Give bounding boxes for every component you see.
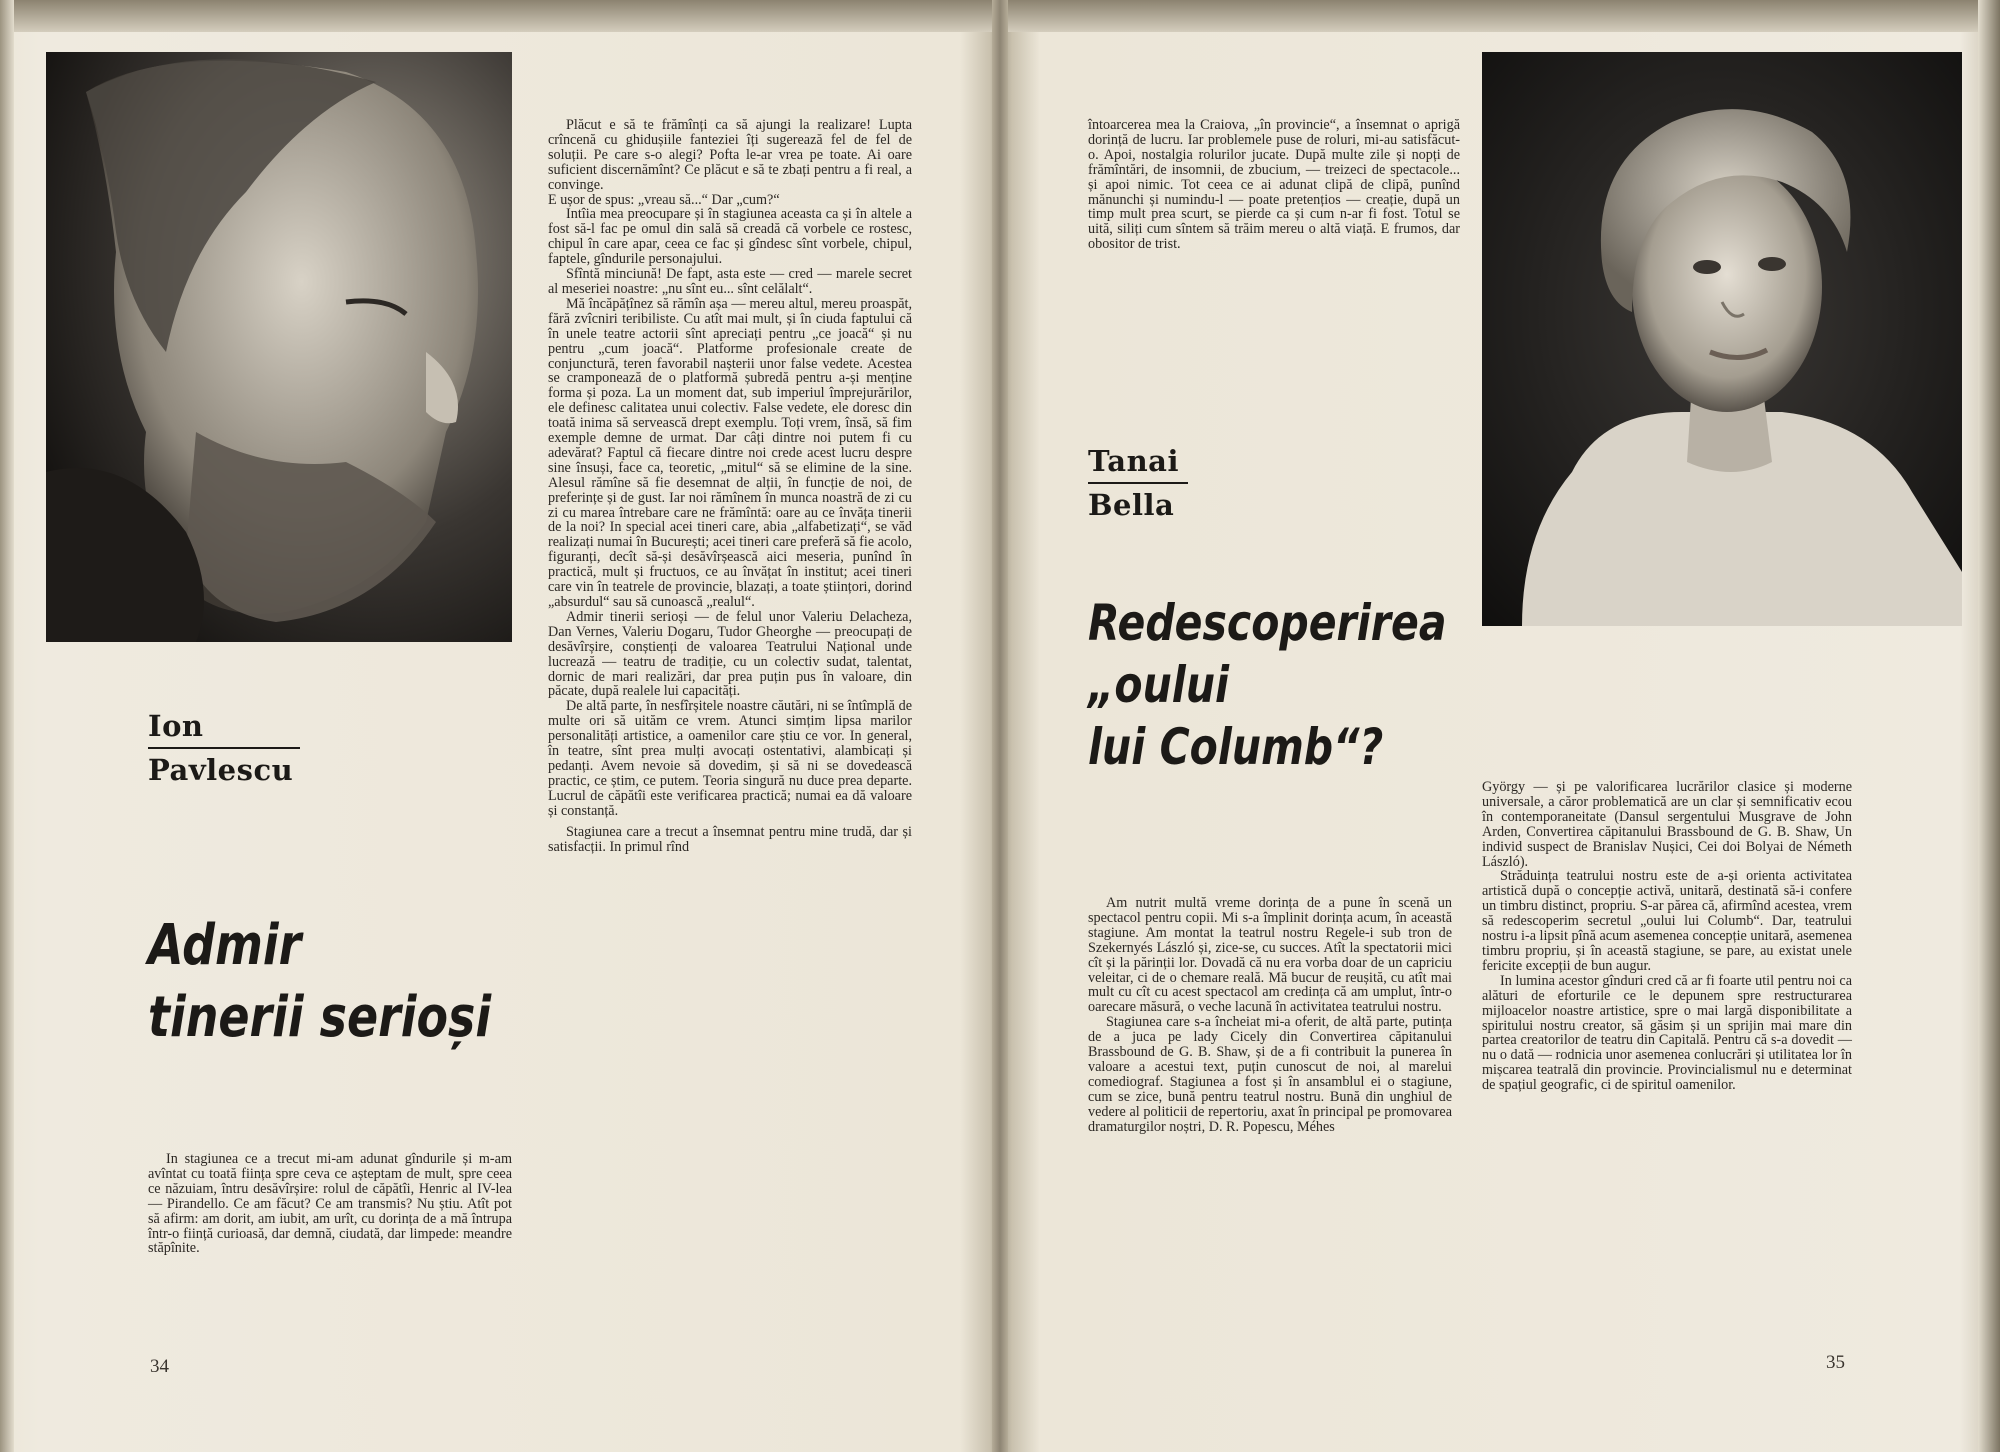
page-number-left: 34 <box>150 1356 169 1377</box>
paragraph: Sfîntă minciună! De fapt, asta este — cred — marele secret al meseriei noastre: „nu sînt eu... sînt celălalt“. <box>548 266 912 297</box>
author-underline <box>148 747 300 749</box>
article-headline-left <box>148 910 491 1054</box>
article-column-left <box>548 118 912 854</box>
paragraph: Mă încăpățînez să rămîn așa — mereu altul, mereu proaspăt, fără zvîcniri teribiliste. Cu atît mai mult, și în ciuda faptului că în unele teatre actorii sînt apreciați pentru „ce joacă“ și nu pentru „cum joacă“. Platforme profesionale create de conjunctură, teren favorabil nașterii unor false vedete. Acestea se cramponează de o platformă șubredă pentru a-și menține forma și poza. La un moment dat, sub imperiul împrejurărilor, ele definesc calitatea unui colectiv. False vedete, ele doresc din toată inima să servească drept exemplu. Toți vrem, însă, să fim exemple demne de urmat. Dar câți dintre noi putem fi cu adevărat? Faptul că fiecare dintre noi crede acest lucru despre sine însuși, face ca, teoretic, „mitul“ să se elimine de la sine. Alesul rămîne să fie desemnat de alții, în funcție de noi, de preferințe și de gust. Iar noi rămînem în munca noastră de zi cu zi cu marea întrebare care ne frămîntă: oare au ce învăța tinerii de la noi? In special acei tineri care, abia „alfabetizați“, se văd realizați numai în București; acei tineri care preferă să fie acolo, figuranți, decît să-și desăvîrșească aici meseria, punînd în practică, mult și fructuos, ce au învățat în institut; acei tineri care vin în teatrele de provincie, blazați, a toate științori, dorind „absurdul“ sau să cunoască „realul“. <box>548 295 912 610</box>
portrait-photo-ion-pavlescu <box>46 52 512 642</box>
author-name-right <box>1088 442 1188 524</box>
author-first-name: Ion <box>148 709 204 743</box>
paragraph: Admir tinerii serioși — de felul unor Valeriu Delacheza, Dan Vernes, Valeriu Dogaru, Tudor Gheorghe — preocupați de desăvîrșire, conștienți de valoarea Teatrului Național unde lucrează — teatru de tradiție, cu un colectiv sudat, talentat, dornic de mari realizări, dar prea puțin pus în valoare, din păcate, după realele lui capacități. <box>548 608 912 700</box>
paragraph: De altă parte, în nesfîrșitele noastre căutări, ni se întîmplă de multe ori să uităm ce vrem. Atunci simțim lipsa marilor personalități artistice, a oamenilor care știu ce vor. In general, în teatre, sînt prea mulți avocați ostentativi, alambicați și pedanți. Avem nevoie să dovedim, și să ni se dovedească practic, ce știm, ce putem. Teoria singură nu duce prea departe. Lucrul de căpătîi este verificarea practică; numai ea dă valoare și constanță. <box>548 698 912 819</box>
paragraph: întoarcerea mea la Craiova, „în provincie“, a însemnat o aprigă dorință de lucru. Iar problemele puse de roluri, mi-au satisfăcut-o. Apoi, nostalgia rolurilor jucate. După multe zile și nopți de frămîntări, de insomnii, de zbucium, — treizeci de spectacole... și apoi nimic. Tot ceea ce ai adunat clipă de clipă, punînd mănunchi și numindu-l — poate pretențios — creație, după un timp mult prea scurt, se pierde ca și cum n-ar fi fost. Totul se uită, siliți cum sîntem să trăim mereu o altă viață. E frumos, dar obositor de trist. <box>1088 117 1460 253</box>
paragraph: Stagiunea care a trecut a însemnat pentru mine trudă, dar și satisfacții. In primul rînd <box>548 823 912 855</box>
headline-line-3: lui Columb“? <box>1088 718 1384 776</box>
author-last-name: Pavlescu <box>148 753 294 787</box>
author-last-name: Bella <box>1088 488 1175 522</box>
article-center-column-right <box>1088 896 1452 1135</box>
article-top-column-right <box>1088 118 1460 252</box>
author-first-name: Tanai <box>1088 444 1179 478</box>
book-gutter <box>992 0 1008 1452</box>
paragraph: Intîia mea preocupare și în stagiunea aceasta ca și în altele a fost să-l fac pe omul din sală să creadă că vorbele ce rostesc, chipul în care apar, ceea ce fac și gîndesc sînt vorbele, chipul, faptele, gîndurile personajului. <box>548 206 912 268</box>
paragraph: Stagiunea care s-a încheiat mi-a oferit, de altă parte, putința de a juca pe lady Cicely din Convertirea căpitanului Brassbound de G. B. Shaw, și de a fi contribuit la punerea în valoare a acestui text, puțin cunoscut de noi, al marelui comediograf. Stagiunea a fost și în ansamblul ei o stagiune, cum se zice, bună pentru teatrul nostru. Bună din unghiul de vedere al politicii de repertoriu, axat în principal pe promovarea dramaturgilor noștri, D. R. Popescu, Méhes <box>1088 1014 1452 1135</box>
headline-line-1: Redescoperirea <box>1088 594 1447 652</box>
author-name-left <box>148 707 300 789</box>
author-underline <box>1088 482 1188 484</box>
headline-line-1: Admir <box>148 913 302 978</box>
article-intro-left <box>148 1152 512 1256</box>
book-right-edge <box>1978 0 2000 1452</box>
paragraph: Plăcut e să te frămînți ca să ajungi la realizare! Lupta crîncenă cu ghidușiile fanteziei îți sugerează fel de fel de soluții. Pe care s-o alegi? Pofta le-ar vrea pe toate. Ai oare suficient discernămînt? Ce plăcut e să te zbați pentru a fi real, a convinge. <box>548 117 912 193</box>
article-right-column <box>1482 780 1852 1093</box>
paragraph: In lumina acestor gînduri cred că ar fi foarte util pentru noi ca alături de eforturile ce le depunem spre restructurarea mijloacelor noastre artistice, spre o mai largă disponibilitate a spiritului nostru creator, să găsim și un sprijin mai mare din partea creatorilor de teatru din Capitală. Pentru că s-a dovedit — nu o dată — rodnicia unor asemenea conlucrări și utilitatea lor în mișcarea teatrală din provincie. Provincialismul nu e determinat de spațiul geografic, ci de spiritul oamenilor. <box>1482 972 1852 1094</box>
headline-line-2: „oului <box>1088 656 1230 714</box>
paragraph: In stagiunea ce a trecut mi-am adunat gîndurile și m-am avîntat cu toată ființa spre ceva ce așteptam de mult, spre ceea ce năzuiam, întru desăvîrșire: rolul de căpătîi, Henric al IV-lea — Pirandello. Ce am făcut? Ce am transmis? Nu știu. Atît pot să afirm: am dorit, am iubit, am urît, cu dorința de a mă întrupa într-o ființă curioasă, dar demnă, ciudată, dar limpede: meandre stăpînite. <box>148 1151 512 1257</box>
page-number-right: 35 <box>1826 1352 1845 1373</box>
portrait-photo-tanai-bella <box>1482 52 1962 626</box>
paragraph: Străduința teatrului nostru este de a-și orienta activitatea artistică după o concepție activă, unitară, destinată să-i confere un timbru distinct, propriu. S-ar părea că, afirmînd acestea, vrem să redescoperim secretul „oului lui Columb“. Dar, teatrului nostru i-a lipsit pînă acum asemenea concepție unitară, asemenea timbru propriu, și în această stagiune, se pare, au existat unele fericite excepții de bun augur. <box>1482 868 1852 974</box>
headline-line-2: tinerii serioși <box>148 985 492 1050</box>
paragraph: Am nutrit multă vreme dorința de a pune în scenă un spectacol pentru copii. Mi s-a împlinit dorința acum, în această stagiune. Am montat la teatrul nostru Regele-i sub tron de Szekernyés László și, zice-se, cu succes. Atît la spectatorii mici cît și la părinții lor. Dovadă că nu era vorba doar de un capriciu veleitar, ci de o chemare reală. Mă bucur de reușită, cu atît mai mult cu cît cu acest spectacol am credința că am umplut, într-o oarecare măsură, o veche lacună în activitatea teatrului nostru. <box>1088 895 1452 1016</box>
book-left-edge <box>0 0 14 1452</box>
paragraph: György — și pe valorificarea lucrărilor clasice și moderne universale, a căror problematică are un clar și semnificativ ecou în contemporaneitate (Dansul sergentului Musgrave de John Arden, Convertirea căpitanului Brassbound de G. B. Shaw, Un individ suspect de Branislav Nușici, Cei doi Bolyai de Németh László). <box>1482 779 1852 870</box>
paragraph: E ușor de spus: „vreau să...“ Dar „cum?“ <box>548 191 780 208</box>
article-headline-right <box>1088 592 1446 778</box>
